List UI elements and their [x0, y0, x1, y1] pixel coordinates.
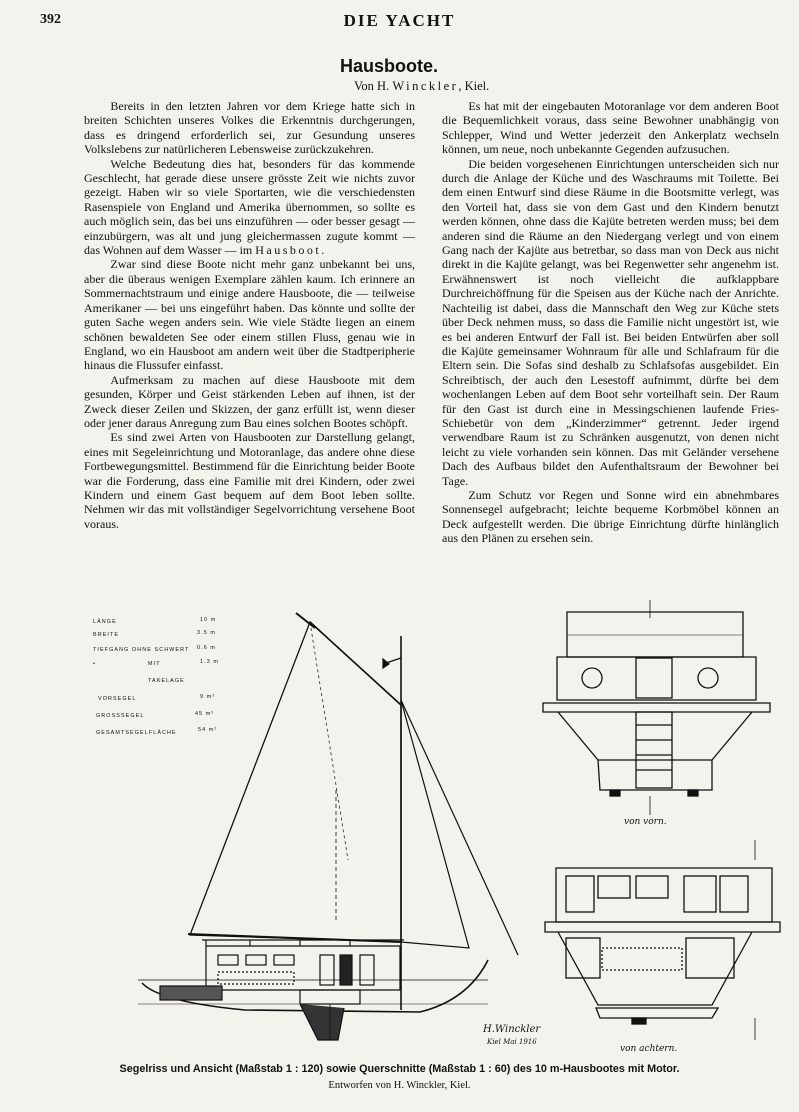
- figure: [0, 600, 799, 1060]
- legend-label-beam: BREITE: [93, 632, 120, 638]
- signature-date: Kiel Mai 1916: [487, 1038, 537, 1046]
- paragraph: Bereits in den letzten Jahren vor dem Kriege hatte sich in breiten Schichten unseres Volkes die Erkenntnis durchgerungen, dass es dringend erforderlich sei, zur Gesundung unseres Volkslebens zur natürlicheren Lebensweise zurückzukehren.: [84, 99, 415, 157]
- running-head: DIE YACHT: [343, 11, 456, 30]
- sail-plan-drawing: [0, 600, 799, 1060]
- legend-value-beam: 3.5 m: [197, 630, 216, 636]
- legend-label-main: GROSSSEGEL: [96, 713, 145, 719]
- paragraph: Aufmerksam zu machen auf diese Hausboote mit dem gesunden, Körper und Geist stärkenden Leben auf ihnen, ist der Zweck dieser Zeilen und Skizzen, der ganz erfüllt ist, wenn dieser oder jener daraus Anregung zum Bau eines solchen Bootes schöpft.: [84, 372, 415, 430]
- legend-label-jib: VORSEGEL: [98, 696, 137, 702]
- byline-suffix: , Kiel.: [458, 79, 490, 93]
- paragraph: Es sind zwei Arten von Hausbooten zur Darstellung gelangt, eines mit Segeleinrichtung und Motoranlage, das andere ohne diese Fortbewegungsmittel. Bestimmend für die Einrichtung beider Boote war die Forderung, dass eine Familie mit drei Kindern, oder zwei Kindern und einem Gast bequem auf dem Boot leben sollte. Nehmen wir das mit vollständiger Segelvorrichtung versehene Boot voraus.: [84, 430, 415, 531]
- byline: [354, 79, 489, 94]
- legend-value-total: 54 m²: [198, 727, 218, 733]
- paragraph: Die beiden vorgesehenen Einrichtungen unterscheiden sich nur durch die Anlage der Küche und des Waschraums mit Toilette. Bei dem einen Entwurf sind diese Räume in die Bootsmitte verlegt, was den Vorteil hat, dass sie von dem Gast und den Kindern benutzt werden können, ohne dass die Kajüte betreten werden muss; bei dem anderen sind die Räume an den Niedergang verlegt und von einem Gang nach der Kajüte aus betretbar, so dass man von Deck aus nicht direkt in die Kajüte gelangt, was bei Regenwetter sehr angenehm ist. Erwähnenswert ist noch vielleicht die aufklappbare Durchreichöffnung für die Speisen aus der Küche nach der Anrichte. Nachteilig ist dabei, dass die Mannschaft den Weg zur Küche stets über Deck nehmen muss, so dass die Familie nicht ungestört ist, wie es bei anderen Entwurf der Fall ist. Bei beiden Entwürfen aber soll die Kajüte gemeinsamer Wohnraum für alle und Schlafraum für die Eltern sein. Die Sofas sind deshalb zu Schlafsofas ausgebildet. Ein Schreibtisch, der auch den Lesestoff aufnimmt, dürfte bei dem wochenlangen Leben auf dem Boot sehr vorteilhaft sein. Der Raum für den Gast ist durch eine in Messingschienen laufende Fries-Schiebetür von dem „Kinderzimmer“ getrennt. Jeder irgend verwendbare Raum ist zu Schränken ausgenutzt, von denen nicht leicht zu viele vorhanden sein können. Das mit Geländer versehene Dach des Aufbaus bildet den Aufenthaltsraum der Bewohner bei Tage.: [442, 156, 779, 488]
- paragraph: Zum Schutz vor Regen und Sonne wird ein abnehmbares Sonnensegel aufgebracht; leichte bequeme Korbmöbel können an Deck aufgestellt werden. Die übrige Einrichtung dürfte hinlänglich aus den Plänen zu ersehen sein.: [442, 487, 779, 546]
- byline-author: Winckler: [392, 79, 459, 93]
- legend-label-rig: TAKELAGE: [148, 678, 185, 684]
- legend-value-jib: 9 m²: [200, 694, 216, 700]
- legend-label-with: MIT: [148, 661, 161, 667]
- spaced-word: Hausboot.: [255, 243, 327, 258]
- figure-caption: Segelriss und Ansicht (Maßstab 1 : 120) sowie Querschnitte (Maßstab 1 : 60) des 10 m-Hausbootes mit Motor.: [119, 1063, 680, 1075]
- legend-value-length: 10 m: [200, 617, 217, 623]
- legend-label-length: LÄNGE: [93, 619, 117, 625]
- paragraph-text: Welche Bedeutung dies hat, besonders für das kommende Geschlecht, hat gerade diese unsere grösste Zeit wie nichts zuvor gezeigt. Haben wir so viele Sportarten, wie die verschiedensten Rasenspiele von England und Amerika übernommen, so sollte es auch möglich sein, das bei uns einzuführen — oder besser gesagt — einzubürgern, was alt und jung gleichermassen zugute kommt — das Wohnen auf dem Wasser — im: [84, 156, 415, 258]
- designer-signature: H.Winckler: [483, 1024, 541, 1035]
- legend-value-draft: 0.6 m: [197, 645, 216, 651]
- figure-credit: Entworfen von H. Winckler, Kiel.: [328, 1080, 471, 1091]
- paragraph: Es hat mit der eingebauten Motoranlage vor dem anderen Boot die Bequemlichkeit voraus, dass seine Bewohner unabhängig von Schlepper, Wind und Wetter jederzeit den Ankerplatz wechseln können, um neue, noch unbekannte Gegenden aufzusuchen.: [442, 99, 779, 157]
- label-von-achtern: von achtern.: [620, 1044, 678, 1054]
- legend-label-draft: TIEFGANG OHNE SCHWERT: [93, 647, 190, 653]
- left-column: [84, 99, 415, 531]
- legend-value-with: 1.3 m: [200, 659, 219, 665]
- paragraph: [84, 157, 415, 258]
- byline-prefix: Von H.: [354, 79, 390, 93]
- legend-bullet: •: [93, 661, 96, 667]
- page-number: 392: [40, 12, 61, 27]
- label-von-vorn: von vorn.: [624, 817, 667, 827]
- article-title: Hausboote.: [340, 56, 439, 76]
- legend-value-main: 45 m²: [195, 711, 215, 717]
- legend-label-total: GESAMTSEGELFLÄCHE: [96, 730, 177, 736]
- paragraph: Zwar sind diese Boote nicht mehr ganz unbekannt bei uns, aber die überaus wenigen Exemplare zählen kaum. Ich erinnere an Sommernachtstraum und einige andere Hausboote, die — teilweise Amerikaner — bei uns eingeführt haben. Das könnte und sollte der guten Sache wegen anders sein. Wie viele Städte liegen an einem schönen bewaldeten See oder einem stillen Fluss, genau wie in England, wo ein Hausboot am andern weit über die Stadtperipherie hinaus die Flussufer einfasst.: [84, 257, 415, 373]
- right-column: [442, 99, 779, 546]
